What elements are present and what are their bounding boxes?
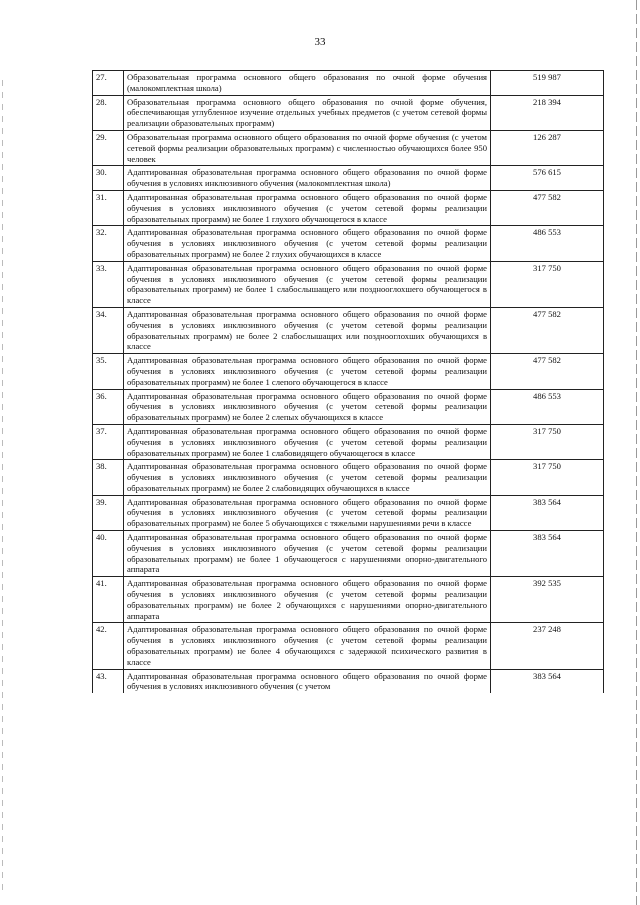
- program-amount: 317 750: [491, 460, 604, 495]
- row-number: 34.: [93, 307, 124, 353]
- program-amount: 126 287: [491, 130, 604, 165]
- program-name: Адаптированная образовательная программа основного общего образования по очной форме обучения в условиях инклюзивного обучения (с учетом сетевой формы реализации образовательных программ) не более 2 слабовидящих обучающихся в классе: [124, 460, 491, 495]
- row-number: 41.: [93, 577, 124, 623]
- row-number: 31.: [93, 190, 124, 225]
- table-row: [93, 190, 604, 225]
- row-number: 36.: [93, 389, 124, 424]
- scan-edge-left: [2, 80, 3, 890]
- scan-edge-right: [636, 0, 637, 905]
- table-row: [93, 354, 604, 389]
- program-amount: 383 564: [491, 669, 604, 693]
- table-row: [93, 460, 604, 495]
- program-name: Адаптированная образовательная программа основного общего образования по очной форме обучения в условиях инклюзивного обучения (с учетом сетевой формы реализации образовательных программ) не более 1 слабовидящего обучающегося в классе: [124, 424, 491, 459]
- table-row: [93, 166, 604, 191]
- page-number: 33: [314, 36, 326, 48]
- table-row: [93, 130, 604, 165]
- program-amount: 383 564: [491, 531, 604, 577]
- table-row: [93, 261, 604, 307]
- row-number: 43.: [93, 669, 124, 693]
- program-amount: 392 535: [491, 577, 604, 623]
- program-amount: 477 582: [491, 354, 604, 389]
- table-row: [93, 623, 604, 669]
- row-number: 40.: [93, 531, 124, 577]
- program-amount: 383 564: [491, 495, 604, 530]
- row-number: 35.: [93, 354, 124, 389]
- program-amount: 317 750: [491, 261, 604, 307]
- row-number: 29.: [93, 130, 124, 165]
- program-name: Адаптированная образовательная программа основного общего образования по очной форме обучения в условиях инклюзивного обучения (с учетом: [124, 669, 491, 693]
- table-row: [93, 531, 604, 577]
- program-name: Адаптированная образовательная программа основного общего образования по очной форме обучения в условиях инклюзивного обучения (с учетом сетевой формы реализации образовательных программ) не более 2 слабослышащих или позднооглохших обучающихся в классе: [124, 307, 491, 353]
- row-number: 39.: [93, 495, 124, 530]
- row-number: 33.: [93, 261, 124, 307]
- program-name: Образовательная программа основного общего образования по очной форме обучения (малокомплектная школа): [124, 71, 491, 96]
- table-row: [93, 669, 604, 693]
- program-amount: 477 582: [491, 307, 604, 353]
- row-number: 42.: [93, 623, 124, 669]
- program-name: Адаптированная образовательная программа основного общего образования по очной форме обучения в условиях инклюзивного обучения (с учетом сетевой формы реализации образовательных программ) не более 2 обучающихся с нарушениями опорно-двигательного аппарата: [124, 577, 491, 623]
- program-name: Образовательная программа основного общего образования по очной форме обучения, обеспечивающая углубленное изучение отдельных учебных предметов (с учетом сетевой формы реализации образовательных программ): [124, 95, 491, 130]
- row-number: 37.: [93, 424, 124, 459]
- program-amount: 317 750: [491, 424, 604, 459]
- program-amount: 519 987: [491, 71, 604, 96]
- row-number: 38.: [93, 460, 124, 495]
- program-name: Адаптированная образовательная программа основного общего образования по очной форме обучения в условиях инклюзивного обучения (с учетом сетевой формы реализации образовательных программ) не более 2 слепых обучающихся в классе: [124, 389, 491, 424]
- row-number: 28.: [93, 95, 124, 130]
- table-row: [93, 71, 604, 96]
- cost-table: [92, 70, 604, 693]
- table-row: [93, 95, 604, 130]
- program-name: Образовательная программа основного общего образования по очной форме обучения (с учетом сетевой формы реализации образовательных программ) с численностью обучающихся более 950 человек: [124, 130, 491, 165]
- row-number: 27.: [93, 71, 124, 96]
- program-name: Адаптированная образовательная программа основного общего образования по очной форме обучения в условиях инклюзивного обучения (с учетом сетевой формы реализации образовательных программ) не более 1 глухого обучающегося в классе: [124, 190, 491, 225]
- row-number: 32.: [93, 226, 124, 261]
- program-amount: 218 394: [491, 95, 604, 130]
- table-row: [93, 577, 604, 623]
- table-row: [93, 389, 604, 424]
- cost-table-body: [93, 71, 604, 694]
- table-row: [93, 495, 604, 530]
- row-number: 30.: [93, 166, 124, 191]
- program-name: Адаптированная образовательная программа основного общего образования по очной форме обучения в условиях инклюзивного обучения (с учетом сетевой формы реализации образовательных программ) не более 1 обучающегося с нарушениями опорно-двигательного аппарата: [124, 531, 491, 577]
- program-name: Адаптированная образовательная программа основного общего образования по очной форме обучения в условиях инклюзивного обучения (с учетом сетевой формы реализации образовательных программ) не более 1 слепого обучающегося в классе: [124, 354, 491, 389]
- program-name: Адаптированная образовательная программа основного общего образования по очной форме обучения в условиях инклюзивного обучения (с учетом сетевой формы реализации образовательных программ) не более 1 слабослышащего или позднооглохшего обучающегося в классе: [124, 261, 491, 307]
- table-row: [93, 307, 604, 353]
- program-amount: 477 582: [491, 190, 604, 225]
- program-amount: 486 553: [491, 226, 604, 261]
- program-name: Адаптированная образовательная программа основного общего образования по очной форме обучения в условиях инклюзивного обучения (с учетом сетевой формы реализации образовательных программ) не более 5 обучающихся с тяжелыми нарушениями речи в классе: [124, 495, 491, 530]
- program-amount: 237 248: [491, 623, 604, 669]
- table-row: [93, 226, 604, 261]
- program-amount: 486 553: [491, 389, 604, 424]
- table-row: [93, 424, 604, 459]
- program-name: Адаптированная образовательная программа основного общего образования по очной форме обучения в условиях инклюзивного обучения (с учетом сетевой формы реализации образовательных программ) не более 4 обучающихся с задержкой психического развития в классе: [124, 623, 491, 669]
- program-name: Адаптированная образовательная программа основного общего образования по очной форме обучения в условиях инклюзивного обучения (малокомплектная школа): [124, 166, 491, 191]
- program-amount: 576 615: [491, 166, 604, 191]
- program-name: Адаптированная образовательная программа основного общего образования по очной форме обучения в условиях инклюзивного обучения (с учетом сетевой формы реализации образовательных программ) не более 2 глухих обучающихся в классе: [124, 226, 491, 261]
